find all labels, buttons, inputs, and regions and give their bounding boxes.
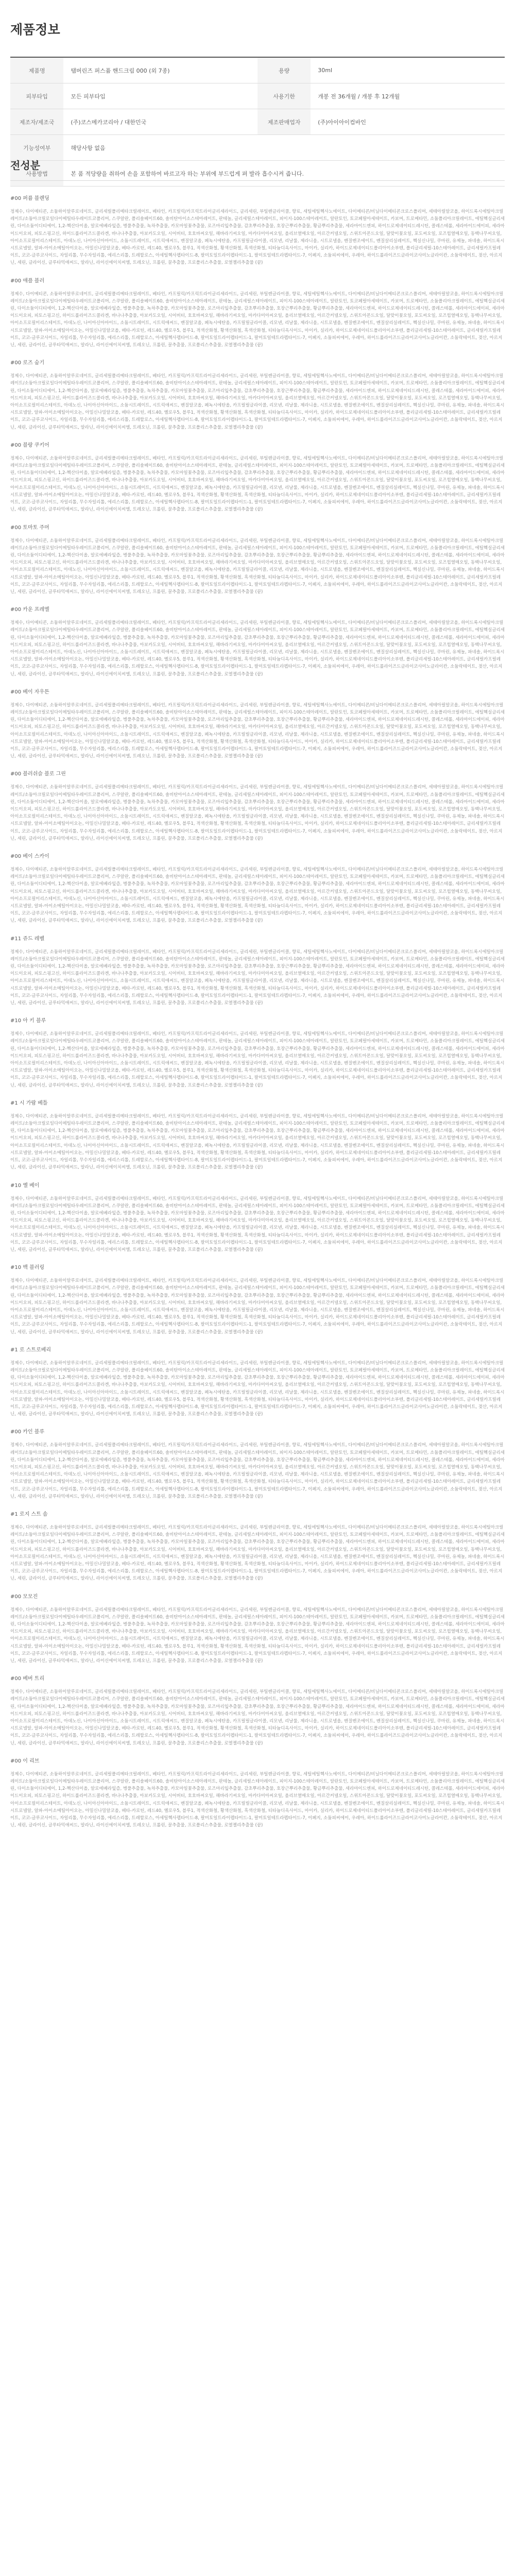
info-label: 제조판매업자 <box>258 109 311 135</box>
ingredient-text: 정제수, 다이메티콘, 소듐하이알루로네이트, 글리세릴폴리메타크릴레이트, 베타인, 카프릴릭/카프릭트라이글리세라이드, 글리세린, 부틸렌글라이콜, 향료, 세틸에틸헥사노에이트, 다이메티콘/비닐다이메티콘크로스폴리머, 세테아릴알코올, 하이드록시에틸아크릴레이트/소듐아크릴로일다이메틸타우레이트코폴리머, 스쿠알란, 폴리솔베이트60, 솔비탄아이소스테아레이트, 판테놀, 글리세릴스테아레이트, 피이지-100스테아레이트, 알란토인, 토코페릴아세테이트, 카보머, 트로메타민, 소듐폴리아크릴레이트, 에틸헥실글리세린, 다이소듐이디티에이, 1,2-헥산다이올, 알로에베라잎즙, 병풀추출물, 녹차추출물, 카모마일꽃추출물, 로즈마리잎추출물, 감초뿌리추출물, 호장근뿌리추출물, 황금뿌리추출물, 세라마이드엔피, 하이드로제네이티드레시틴, 콜레스테롤, 세라마이드에이피, 세라마이드이오피, 피토스핑고신, 하이드롤라이즈드콜라겐, 바나나추출물, 아보카도오일, 시어버터, 호호바씨오일, 해바라기씨오일, 마카다미아씨오일, 올리브열매오일, 아르간커넬오일, 스위트아몬드오일, 달맞이꽃오일, 포도씨오일, 로즈힙열매오일, 동백나무씨오일, 아이소프로필미리스테이트, 아데노신, 나이아신아마이드, 소듐시트레이트, 시트릭애씨드, 벤질알코올, 페녹시에탄올, 카프릴릴글라이콜, 리모넨, 리날룰, 제라니올, 시트로넬올, 벤질벤조에이트, 벤질살리실레이트, 헥실신나밀, 쿠마린, 유제놀, 파네솔, 하이드록시시트로넬알, 알파-아이소메틸아이오논, 아밀신나밀알코올, 베타-카로틴, 레드40, 옐로우5, 블루1, 적색산화철, 황색산화철, 흑색산화철, 티타늄디옥사이드, 마이카, 실리카, 하이드로제네이티드폴리아이소부텐, 폴리글리세릴-10스테아레이트, 글리세릴카프릴레이트, 코코-글루코사이드, 자일리톨, 무수자일리톨, 에리스리톨, 트레할로스, 아세틸헥사펩타이드-8, 팔미토일트라이펩타이드-1, 팔미토일테트라펩타이드-7, 이페지, 소듐피씨에이, 우레아, 하이드롤라이즈드글라이코사미노글라이칸, 소듐락테이트, 젖산, 아르지닌, 세린, 글라이신, 글루타믹애씨드, 알라닌, 라이신에이치씨엘, 트레오닌, 프롤린, 꿀추출물, 프로폴리스추출물, 로열젤리추출물 (끝) <box>10 1360 505 1417</box>
ingredient-name: #00 애플 블러 <box>10 278 45 284</box>
ingredient-item <box>10 360 505 431</box>
info-value: 30ml <box>311 57 505 83</box>
product-info-row <box>10 57 505 83</box>
ingredient-item <box>10 1758 505 1829</box>
ingredient-text: 정제수, 다이메티콘, 소듐하이알루로네이트, 글리세릴폴리메타크릴레이트, 베타인, 카프릴릭/카프릭트라이글리세라이드, 글리세린, 부틸렌글라이콜, 향료, 세틸에틸헥사노에이트, 다이메티콘/비닐다이메티콘크로스폴리머, 세테아릴알코올, 하이드록시에틸아크릴레이트/소듐아크릴로일다이메틸타우레이트코폴리머, 스쿠알란, 폴리솔베이트60, 솔비탄아이소스테아레이트, 판테놀, 글리세릴스테아레이트, 피이지-100스테아레이트, 알란토인, 토코페릴아세테이트, 카보머, 트로메타민, 소듐폴리아크릴레이트, 에틸헥실글리세린, 다이소듐이디티에이, 1,2-헥산다이올, 알로에베라잎즙, 병풀추출물, 녹차추출물, 카모마일꽃추출물, 로즈마리잎추출물, 감초뿌리추출물, 호장근뿌리추출물, 황금뿌리추출물, 세라마이드엔피, 하이드로제네이티드레시틴, 콜레스테롤, 세라마이드에이피, 세라마이드이오피, 피토스핑고신, 하이드롤라이즈드콜라겐, 바나나추출물, 아보카도오일, 시어버터, 호호바씨오일, 해바라기씨오일, 마카다미아씨오일, 올리브열매오일, 아르간커넬오일, 스위트아몬드오일, 달맞이꽃오일, 포도씨오일, 로즈힙열매오일, 동백나무씨오일, 아이소프로필미리스테이트, 아데노신, 나이아신아마이드, 소듐시트레이트, 시트릭애씨드, 벤질알코올, 페녹시에탄올, 카프릴릴글라이콜, 리모넨, 리날룰, 제라니올, 시트로넬올, 벤질벤조에이트, 벤질살리실레이트, 헥실신나밀, 쿠마린, 유제놀, 파네솔, 하이드록시시트로넬알, 알파-아이소메틸아이오논, 아밀신나밀알코올, 베타-카로틴, 레드40, 옐로우5, 블루1, 적색산화철, 황색산화철, 흑색산화철, 티타늄디옥사이드, 마이카, 실리카, 하이드로제네이티드폴리아이소부텐, 폴리글리세릴-10스테아레이트, 글리세릴카프릴레이트, 코코-글루코사이드, 자일리톨, 무수자일리톨, 에리스리톨, 트레할로스, 아세틸헥사펩타이드-8, 팔미토일트라이펩타이드-1, 팔미토일테트라펩타이드-7, 이페지, 소듐피씨에이, 우레아, 하이드롤라이즈드글라이코사미노글라이칸, 소듐락테이트, 젖산, 아르지닌, 세린, 글라이신, 글루타믹애씨드, 알라닌, 라이신에이치씨엘, 트레오닌, 프롤린, 꿀추출물, 프로폴리스추출물, 로열젤리추출물 (끝) <box>10 1196 505 1252</box>
ingredient-item <box>10 1429 505 1500</box>
product-info-row <box>10 109 505 135</box>
info-label: 제조자/제조국 <box>10 109 63 135</box>
ingredient-name: #00 토마토 주머 <box>10 524 49 531</box>
ingredient-item <box>10 442 505 514</box>
ingredient-item <box>10 1675 505 1747</box>
ingredient-text: 정제수, 다이메티콘, 소듐하이알루로네이트, 글리세릴폴리메타크릴레이트, 베타인, 카프릴릭/카프릭트라이글리세라이드, 글리세린, 부틸렌글라이콜, 향료, 세틸에틸헥사노에이트, 다이메티콘/비닐다이메티콘크로스폴리머, 세테아릴알코올, 하이드록시에틸아크릴레이트/소듐아크릴로일다이메틸타우레이트코폴리머, 스쿠알란, 폴리솔베이트60, 솔비탄아이소스테아레이트, 판테놀, 글리세릴스테아레이트, 피이지-100스테아레이트, 알란토인, 토코페릴아세테이트, 카보머, 트로메타민, 소듐폴리아크릴레이트, 에틸헥실글리세린, 다이소듐이디티에이, 1,2-헥산다이올, 알로에베라잎즙, 병풀추출물, 녹차추출물, 카모마일꽃추출물, 로즈마리잎추출물, 감초뿌리추출물, 호장근뿌리추출물, 황금뿌리추출물, 세라마이드엔피, 하이드로제네이티드레시틴, 콜레스테롤, 세라마이드에이피, 세라마이드이오피, 피토스핑고신, 하이드롤라이즈드콜라겐, 바나나추출물, 아보카도오일, 시어버터, 호호바씨오일, 해바라기씨오일, 마카다미아씨오일, 올리브열매오일, 아르간커넬오일, 스위트아몬드오일, 달맞이꽃오일, 포도씨오일, 로즈힙열매오일, 동백나무씨오일, 아이소프로필미리스테이트, 아데노신, 나이아신아마이드, 소듐시트레이트, 시트릭애씨드, 벤질알코올, 페녹시에탄올, 카프릴릴글라이콜, 리모넨, 리날룰, 제라니올, 시트로넬올, 벤질벤조에이트, 벤질살리실레이트, 헥실신나밀, 쿠마린, 유제놀, 파네솔, 하이드록시시트로넬알, 알파-아이소메틸아이오논, 아밀신나밀알코올, 베타-카로틴, 레드40, 옐로우5, 블루1, 적색산화철, 황색산화철, 흑색산화철, 티타늄디옥사이드, 마이카, 실리카, 하이드로제네이티드폴리아이소부텐, 폴리글리세릴-10스테아레이트, 글리세릴카프릴레이트, 코코-글루코사이드, 자일리톨, 무수자일리톨, 에리스리톨, 트레할로스, 아세틸헥사펩타이드-8, 팔미토일트라이펩타이드-1, 팔미토일테트라펩타이드-7, 이페지, 소듐피씨에이, 우레아, 하이드롤라이즈드글라이코사미노글라이칸, 소듐락테이트, 젖산, 아르지닌, 세린, 글라이신, 글루타믹애씨드, 알라닌, 라이신에이치씨엘, 트레오닌, 프롤린, 꿀추출물, 프로폴리스추출물, 로열젤리추출물 (끝) <box>10 209 505 266</box>
info-label: 피부타입 <box>10 83 63 109</box>
info-value: (주)코스메카코리아 / 대한민국 <box>63 109 258 135</box>
ingredient-text: 정제수, 다이메티콘, 소듐하이알루로네이트, 글리세릴폴리메타크릴레이트, 베타인, 카프릴릭/카프릭트라이글리세라이드, 글리세린, 부틸렌글라이콜, 향료, 세틸에틸헥사노에이트, 다이메티콘/비닐다이메티콘크로스폴리머, 세테아릴알코올, 하이드록시에틸아크릴레이트/소듐아크릴로일다이메틸타우레이트코폴리머, 스쿠알란, 폴리솔베이트60, 솔비탄아이소스테아레이트, 판테놀, 글리세릴스테아레이트, 피이지-100스테아레이트, 알란토인, 토코페릴아세테이트, 카보머, 트로메타민, 소듐폴리아크릴레이트, 에틸헥실글리세린, 다이소듐이디티에이, 1,2-헥산다이올, 알로에베라잎즙, 병풀추출물, 녹차추출물, 카모마일꽃추출물, 로즈마리잎추출물, 감초뿌리추출물, 호장근뿌리추출물, 황금뿌리추출물, 세라마이드엔피, 하이드로제네이티드레시틴, 콜레스테롤, 세라마이드에이피, 세라마이드이오피, 피토스핑고신, 하이드롤라이즈드콜라겐, 바나나추출물, 아보카도오일, 시어버터, 호호바씨오일, 해바라기씨오일, 마카다미아씨오일, 올리브열매오일, 아르간커넬오일, 스위트아몬드오일, 달맞이꽃오일, 포도씨오일, 로즈힙열매오일, 동백나무씨오일, 아이소프로필미리스테이트, 아데노신, 나이아신아마이드, 소듐시트레이트, 시트릭애씨드, 벤질알코올, 페녹시에탄올, 카프릴릴글라이콜, 리모넨, 리날룰, 제라니올, 시트로넬올, 벤질벤조에이트, 벤질살리실레이트, 헥실신나밀, 쿠마린, 유제놀, 파네솔, 하이드록시시트로넬알, 알파-아이소메틸아이오논, 아밀신나밀알코올, 베타-카로틴, 레드40, 옐로우5, 블루1, 적색산화철, 황색산화철, 흑색산화철, 티타늄디옥사이드, 마이카, 실리카, 하이드로제네이티드폴리아이소부텐, 폴리글리세릴-10스테아레이트, 글리세릴카프릴레이트, 코코-글루코사이드, 자일리톨, 무수자일리톨, 에리스리톨, 트레할로스, 아세틸헥사펩타이드-8, 팔미토일트라이펩타이드-1, 팔미토일테트라펩타이드-7, 이페지, 소듐피씨에이, 우레아, 하이드롤라이즈드글라이코사미노글라이칸, 소듐락테이트, 젖산, 아르지닌, 세린, 글라이신, 글루타믹애씨드, 알라닌, 라이신에이치씨엘, 트레오닌, 프롤린, 꿀추출물, 프로폴리스추출물, 로열젤리추출물 (끝) <box>10 949 505 1006</box>
ingredient-text: 정제수, 다이메티콘, 소듐하이알루로네이트, 글리세릴폴리메타크릴레이트, 베타인, 카프릴릭/카프릭트라이글리세라이드, 글리세린, 부틸렌글라이콜, 향료, 세틸에틸헥사노에이트, 다이메티콘/비닐다이메티콘크로스폴리머, 세테아릴알코올, 하이드록시에틸아크릴레이트/소듐아크릴로일다이메틸타우레이트코폴리머, 스쿠알란, 폴리솔베이트60, 솔비탄아이소스테아레이트, 판테놀, 글리세릴스테아레이트, 피이지-100스테아레이트, 알란토인, 토코페릴아세테이트, 카보머, 트로메타민, 소듐폴리아크릴레이트, 에틸헥실글리세린, 다이소듐이디티에이, 1,2-헥산다이올, 알로에베라잎즙, 병풀추출물, 녹차추출물, 카모마일꽃추출물, 로즈마리잎추출물, 감초뿌리추출물, 호장근뿌리추출물, 황금뿌리추출물, 세라마이드엔피, 하이드로제네이티드레시틴, 콜레스테롤, 세라마이드에이피, 세라마이드이오피, 피토스핑고신, 하이드롤라이즈드콜라겐, 바나나추출물, 아보카도오일, 시어버터, 호호바씨오일, 해바라기씨오일, 마카다미아씨오일, 올리브열매오일, 아르간커넬오일, 스위트아몬드오일, 달맞이꽃오일, 포도씨오일, 로즈힙열매오일, 동백나무씨오일, 아이소프로필미리스테이트, 아데노신, 나이아신아마이드, 소듐시트레이트, 시트릭애씨드, 벤질알코올, 페녹시에탄올, 카프릴릴글라이콜, 리모넨, 리날룰, 제라니올, 시트로넬올, 벤질벤조에이트, 벤질살리실레이트, 헥실신나밀, 쿠마린, 유제놀, 파네솔, 하이드록시시트로넬알, 알파-아이소메틸아이오논, 아밀신나밀알코올, 베타-카로틴, 레드40, 옐로우5, 블루1, 적색산화철, 황색산화철, 흑색산화철, 티타늄디옥사이드, 마이카, 실리카, 하이드로제네이티드폴리아이소부텐, 폴리글리세릴-10스테아레이트, 글리세릴카프릴레이트, 코코-글루코사이드, 자일리톨, 무수자일리톨, 에리스리톨, 트레할로스, 아세틸헥사펩타이드-8, 팔미토일트라이펩타이드-1, 팔미토일테트라펩타이드-7, 이페지, 소듐피씨에이, 우레아, 하이드롤라이즈드글라이코사미노글라이칸, 소듐락테이트, 젖산, 아르지닌, 세린, 글라이신, 글루타믹애씨드, 알라닌, 라이신에이치씨엘, 트레오닌, 프롤린, 꿀추출물, 프로폴리스추출물, 로열젤리추출물 (끝) <box>10 1689 505 1746</box>
ingredients-list <box>10 195 505 1829</box>
ingredient-text: 정제수, 다이메티콘, 소듐하이알루로네이트, 글리세릴폴리메타크릴레이트, 베타인, 카프릴릭/카프릭트라이글리세라이드, 글리세린, 부틸렌글라이콜, 향료, 세틸에틸헥사노에이트, 다이메티콘/비닐다이메티콘크로스폴리머, 세테아릴알코올, 하이드록시에틸아크릴레이트/소듐아크릴로일다이메틸타우레이트코폴리머, 스쿠알란, 폴리솔베이트60, 솔비탄아이소스테아레이트, 판테놀, 글리세릴스테아레이트, 피이지-100스테아레이트, 알란토인, 토코페릴아세테이트, 카보머, 트로메타민, 소듐폴리아크릴레이트, 에틸헥실글리세린, 다이소듐이디티에이, 1,2-헥산다이올, 알로에베라잎즙, 병풀추출물, 녹차추출물, 카모마일꽃추출물, 로즈마리잎추출물, 감초뿌리추출물, 호장근뿌리추출물, 황금뿌리추출물, 세라마이드엔피, 하이드로제네이티드레시틴, 콜레스테롤, 세라마이드에이피, 세라마이드이오피, 피토스핑고신, 하이드롤라이즈드콜라겐, 바나나추출물, 아보카도오일, 시어버터, 호호바씨오일, 해바라기씨오일, 마카다미아씨오일, 올리브열매오일, 아르간커넬오일, 스위트아몬드오일, 달맞이꽃오일, 포도씨오일, 로즈힙열매오일, 동백나무씨오일, 아이소프로필미리스테이트, 아데노신, 나이아신아마이드, 소듐시트레이트, 시트릭애씨드, 벤질알코올, 페녹시에탄올, 카프릴릴글라이콜, 리모넨, 리날룰, 제라니올, 시트로넬올, 벤질벤조에이트, 벤질살리실레이트, 헥실신나밀, 쿠마린, 유제놀, 파네솔, 하이드록시시트로넬알, 알파-아이소메틸아이오논, 아밀신나밀알코올, 베타-카로틴, 레드40, 옐로우5, 블루1, 적색산화철, 황색산화철, 흑색산화철, 티타늄디옥사이드, 마이카, 실리카, 하이드로제네이티드폴리아이소부텐, 폴리글리세릴-10스테아레이트, 글리세릴카프릴레이트, 코코-글루코사이드, 자일리톨, 무수자일리톨, 에리스리톨, 트레할로스, 아세틸헥사펩타이드-8, 팔미토일트라이펩타이드-1, 팔미토일테트라펩타이드-7, 이페지, 소듐피씨에이, 우레아, 하이드롤라이즈드글라이코사미노글라이칸, 소듐락테이트, 젖산, 아르지닌, 세린, 글라이신, 글루타믹애씨드, 알라닌, 라이신에이치씨엘, 트레오닌, 프롤린, 꿀추출물, 프로폴리스추출물, 로열젤리추출물 (끝) <box>10 702 505 759</box>
ingredient-item <box>10 853 505 925</box>
ingredient-item <box>10 195 505 267</box>
ingredient-name: #10 백 블러링 <box>10 1265 45 1271</box>
info-value: 탬버린즈 퍼스퓸 핸드크림 000 (외 7종) <box>63 57 258 83</box>
ingredient-item <box>10 1018 505 1089</box>
ingredient-item <box>10 936 505 1007</box>
ingredient-name: #10 옐 베이 <box>10 1182 40 1189</box>
info-label: 사용기한 <box>258 83 311 109</box>
ingredient-name: #00 카운 프레멜 <box>10 607 49 613</box>
ingredient-name: #1 로지 스트 솜 <box>10 1512 48 1517</box>
ingredient-name: #00 모모진 <box>10 1594 38 1600</box>
ingredient-text: 정제수, 다이메티콘, 소듐하이알루로네이트, 글리세릴폴리메타크릴레이트, 베타인, 카프릴릭/카프릭트라이글리세라이드, 글리세린, 부틸렌글라이콜, 향료, 세틸에틸헥사노에이트, 다이메티콘/비닐다이메티콘크로스폴리머, 세테아릴알코올, 하이드록시에틸아크릴레이트/소듐아크릴로일다이메틸타우레이트코폴리머, 스쿠알란, 폴리솔베이트60, 솔비탄아이소스테아레이트, 판테놀, 글리세릴스테아레이트, 피이지-100스테아레이트, 알란토인, 토코페릴아세테이트, 카보머, 트로메타민, 소듐폴리아크릴레이트, 에틸헥실글리세린, 다이소듐이디티에이, 1,2-헥산다이올, 알로에베라잎즙, 병풀추출물, 녹차추출물, 카모마일꽃추출물, 로즈마리잎추출물, 감초뿌리추출물, 호장근뿌리추출물, 황금뿌리추출물, 세라마이드엔피, 하이드로제네이티드레시틴, 콜레스테롤, 세라마이드에이피, 세라마이드이오피, 피토스핑고신, 하이드롤라이즈드콜라겐, 바나나추출물, 아보카도오일, 시어버터, 호호바씨오일, 해바라기씨오일, 마카다미아씨오일, 올리브열매오일, 아르간커넬오일, 스위트아몬드오일, 달맞이꽃오일, 포도씨오일, 로즈힙열매오일, 동백나무씨오일, 아이소프로필미리스테이트, 아데노신, 나이아신아마이드, 소듐시트레이트, 시트릭애씨드, 벤질알코올, 페녹시에탄올, 카프릴릴글라이콜, 리모넨, 리날룰, 제라니올, 시트로넬올, 벤질벤조에이트, 벤질살리실레이트, 헥실신나밀, 쿠마린, 유제놀, 파네솔, 하이드록시시트로넬알, 알파-아이소메틸아이오논, 아밀신나밀알코올, 베타-카로틴, 레드40, 옐로우5, 블루1, 적색산화철, 황색산화철, 흑색산화철, 티타늄디옥사이드, 마이카, 실리카, 하이드로제네이티드폴리아이소부텐, 폴리글리세릴-10스테아레이트, 글리세릴카프릴레이트, 코코-글루코사이드, 자일리톨, 무수자일리톨, 에리스리톨, 트레할로스, 아세틸헥사펩타이드-8, 팔미토일트라이펩타이드-1, 팔미토일테트라펩타이드-7, 이페지, 소듐피씨에이, 우레아, 하이드롤라이즈드글라이코사미노글라이칸, 소듐락테이트, 젖산, 아르지닌, 세린, 글라이신, 글루타믹애씨드, 알라닌, 라이신에이치씨엘, 트레오닌, 프롤린, 꿀추출물, 프로폴리스추출물, 로열젤리추출물 (끝) <box>10 1525 505 1582</box>
ingredient-text: 정제수, 다이메티콘, 소듐하이알루로네이트, 글리세릴폴리메타크릴레이트, 베타인, 카프릴릭/카프릭트라이글리세라이드, 글리세린, 부틸렌글라이콜, 향료, 세틸에틸헥사노에이트, 다이메티콘/비닐다이메티콘크로스폴리머, 세테아릴알코올, 하이드록시에틸아크릴레이트/소듐아크릴로일다이메틸타우레이트코폴리머, 스쿠알란, 폴리솔베이트60, 솔비탄아이소스테아레이트, 판테놀, 글리세릴스테아레이트, 피이지-100스테아레이트, 알란토인, 토코페릴아세테이트, 카보머, 트로메타민, 소듐폴리아크릴레이트, 에틸헥실글리세린, 다이소듐이디티에이, 1,2-헥산다이올, 알로에베라잎즙, 병풀추출물, 녹차추출물, 카모마일꽃추출물, 로즈마리잎추출물, 감초뿌리추출물, 호장근뿌리추출물, 황금뿌리추출물, 세라마이드엔피, 하이드로제네이티드레시틴, 콜레스테롤, 세라마이드에이피, 세라마이드이오피, 피토스핑고신, 하이드롤라이즈드콜라겐, 바나나추출물, 아보카도오일, 시어버터, 호호바씨오일, 해바라기씨오일, 마카다미아씨오일, 올리브열매오일, 아르간커넬오일, 스위트아몬드오일, 달맞이꽃오일, 포도씨오일, 로즈힙열매오일, 동백나무씨오일, 아이소프로필미리스테이트, 아데노신, 나이아신아마이드, 소듐시트레이트, 시트릭애씨드, 벤질알코올, 페녹시에탄올, 카프릴릴글라이콜, 리모넨, 리날룰, 제라니올, 시트로넬올, 벤질벤조에이트, 벤질살리실레이트, 헥실신나밀, 쿠마린, 유제놀, 파네솔, 하이드록시시트로넬알, 알파-아이소메틸아이오논, 아밀신나밀알코올, 베타-카로틴, 레드40, 옐로우5, 블루1, 적색산화철, 황색산화철, 흑색산화철, 티타늄디옥사이드, 마이카, 실리카, 하이드로제네이티드폴리아이소부텐, 폴리글리세릴-10스테아레이트, 글리세릴카프릴레이트, 코코-글루코사이드, 자일리톨, 무수자일리톨, 에리스리톨, 트레할로스, 아세틸헥사펩타이드-8, 팔미토일트라이펩타이드-1, 팔미토일테트라펩타이드-7, 이페지, 소듐피씨에이, 우레아, 하이드롤라이즈드글라이코사미노글라이칸, 소듐락테이트, 젖산, 아르지닌, 세린, 글라이신, 글루타믹애씨드, 알라닌, 라이신에이치씨엘, 트레오닌, 프롤린, 꿀추출물, 프로폴리스추출물, 로열젤리추출물 (끝) <box>10 538 505 595</box>
info-value: 모든 피부타입 <box>63 83 258 109</box>
ingredient-name: #00 이 리브 <box>10 1758 40 1764</box>
ingredient-text: 정제수, 다이메티콘, 소듐하이알루로네이트, 글리세릴폴리메타크릴레이트, 베타인, 카프릴릭/카프릭트라이글리세라이드, 글리세린, 부틸렌글라이콜, 향료, 세틸에틸헥사노에이트, 다이메티콘/비닐다이메티콘크로스폴리머, 세테아릴알코올, 하이드록시에틸아크릴레이트/소듐아크릴로일다이메틸타우레이트코폴리머, 스쿠알란, 폴리솔베이트60, 솔비탄아이소스테아레이트, 판테놀, 글리세릴스테아레이트, 피이지-100스테아레이트, 알란토인, 토코페릴아세테이트, 카보머, 트로메타민, 소듐폴리아크릴레이트, 에틸헥실글리세린, 다이소듐이디티에이, 1,2-헥산다이올, 알로에베라잎즙, 병풀추출물, 녹차추출물, 카모마일꽃추출물, 로즈마리잎추출물, 감초뿌리추출물, 호장근뿌리추출물, 황금뿌리추출물, 세라마이드엔피, 하이드로제네이티드레시틴, 콜레스테롤, 세라마이드에이피, 세라마이드이오피, 피토스핑고신, 하이드롤라이즈드콜라겐, 바나나추출물, 아보카도오일, 시어버터, 호호바씨오일, 해바라기씨오일, 마카다미아씨오일, 올리브열매오일, 아르간커넬오일, 스위트아몬드오일, 달맞이꽃오일, 포도씨오일, 로즈힙열매오일, 동백나무씨오일, 아이소프로필미리스테이트, 아데노신, 나이아신아마이드, 소듐시트레이트, 시트릭애씨드, 벤질알코올, 페녹시에탄올, 카프릴릴글라이콜, 리모넨, 리날룰, 제라니올, 시트로넬올, 벤질벤조에이트, 벤질살리실레이트, 헥실신나밀, 쿠마린, 유제놀, 파네솔, 하이드록시시트로넬알, 알파-아이소메틸아이오논, 아밀신나밀알코올, 베타-카로틴, 레드40, 옐로우5, 블루1, 적색산화철, 황색산화철, 흑색산화철, 티타늄디옥사이드, 마이카, 실리카, 하이드로제네이티드폴리아이소부텐, 폴리글리세릴-10스테아레이트, 글리세릴카프릴레이트, 코코-글루코사이드, 자일리톨, 무수자일리톨, 에리스리톨, 트레할로스, 아세틸헥사펩타이드-8, 팔미토일트라이펩타이드-1, 팔미토일테트라펩타이드-7, 이페지, 소듐피씨에이, 우레아, 하이드롤라이즈드글라이코사미노글라이칸, 소듐락테이트, 젖산, 아르지닌, 세린, 글라이신, 글루타믹애씨드, 알라닌, 라이신에이치씨엘, 트레오닌, 프롤린, 꿀추출물, 프로폴리스추출물, 로열젤리추출물 (끝) <box>10 1113 505 1171</box>
info-label: 용량 <box>258 57 311 83</box>
ingredient-text: 정제수, 다이메티콘, 소듐하이알루로네이트, 글리세릴폴리메타크릴레이트, 베타인, 카프릴릭/카프릭트라이글리세라이드, 글리세린, 부틸렌글라이콜, 향료, 세틸에틸헥사노에이트, 다이메티콘/비닐다이메티콘크로스폴리머, 세테아릴알코올, 하이드록시에틸아크릴레이트/소듐아크릴로일다이메틸타우레이트코폴리머, 스쿠알란, 폴리솔베이트60, 솔비탄아이소스테아레이트, 판테놀, 글리세릴스테아레이트, 피이지-100스테아레이트, 알란토인, 토코페릴아세테이트, 카보머, 트로메타민, 소듐폴리아크릴레이트, 에틸헥실글리세린, 다이소듐이디티에이, 1,2-헥산다이올, 알로에베라잎즙, 병풀추출물, 녹차추출물, 카모마일꽃추출물, 로즈마리잎추출물, 감초뿌리추출물, 호장근뿌리추출물, 황금뿌리추출물, 세라마이드엔피, 하이드로제네이티드레시틴, 콜레스테롤, 세라마이드에이피, 세라마이드이오피, 피토스핑고신, 하이드롤라이즈드콜라겐, 바나나추출물, 아보카도오일, 시어버터, 호호바씨오일, 해바라기씨오일, 마카다미아씨오일, 올리브열매오일, 아르간커넬오일, 스위트아몬드오일, 달맞이꽃오일, 포도씨오일, 로즈힙열매오일, 동백나무씨오일, 아이소프로필미리스테이트, 아데노신, 나이아신아마이드, 소듐시트레이트, 시트릭애씨드, 벤질알코올, 페녹시에탄올, 카프릴릴글라이콜, 리모넨, 리날룰, 제라니올, 시트로넬올, 벤질벤조에이트, 벤질살리실레이트, 헥실신나밀, 쿠마린, 유제놀, 파네솔, 하이드록시시트로넬알, 알파-아이소메틸아이오논, 아밀신나밀알코올, 베타-카로틴, 레드40, 옐로우5, 블루1, 적색산화철, 황색산화철, 흑색산화철, 티타늄디옥사이드, 마이카, 실리카, 하이드로제네이티드폴리아이소부텐, 폴리글리세릴-10스테아레이트, 글리세릴카프릴레이트, 코코-글루코사이드, 자일리톨, 무수자일리톨, 에리스리톨, 트레할로스, 아세틸헥사펩타이드-8, 팔미토일트라이펩타이드-1, 팔미토일테트라펩타이드-7, 이페지, 소듐피씨에이, 우레아, 하이드롤라이즈드글라이코사미노글라이칸, 소듐락테이트, 젖산, 아르지닌, 세린, 글라이신, 글루타믹애씨드, 알라닌, 라이신에이치씨엘, 트레오닌, 프롤린, 꿀추출물, 프로폴리스추출물, 로열젤리추출물 (끝) <box>10 620 505 677</box>
product-info-row <box>10 83 505 109</box>
product-info-title: 제품정보 <box>10 22 60 37</box>
ingredient-name: #10 아 키 블루 <box>10 1018 46 1024</box>
product-info-row <box>10 135 505 161</box>
ingredient-item <box>10 606 505 678</box>
ingredient-item <box>10 524 505 596</box>
ingredient-name: #00 퍼퓸 블렌딩 <box>10 196 49 201</box>
ingredient-name: #1 로 스트로베리 <box>10 1347 52 1353</box>
ingredient-item <box>10 1347 505 1418</box>
ingredient-text: 정제수, 다이메티콘, 소듐하이알루로네이트, 글리세릴폴리메타크릴레이트, 베타인, 카프릴릭/카프릭트라이글리세라이드, 글리세린, 부틸렌글라이콜, 향료, 세틸에틸헥사노에이트, 다이메티콘/비닐다이메티콘크로스폴리머, 세테아릴알코올, 하이드록시에틸아크릴레이트/소듐아크릴로일다이메틸타우레이트코폴리머, 스쿠알란, 폴리솔베이트60, 솔비탄아이소스테아레이트, 판테놀, 글리세릴스테아레이트, 피이지-100스테아레이트, 알란토인, 토코페릴아세테이트, 카보머, 트로메타민, 소듐폴리아크릴레이트, 에틸헥실글리세린, 다이소듐이디티에이, 1,2-헥산다이올, 알로에베라잎즙, 병풀추출물, 녹차추출물, 카모마일꽃추출물, 로즈마리잎추출물, 감초뿌리추출물, 호장근뿌리추출물, 황금뿌리추출물, 세라마이드엔피, 하이드로제네이티드레시틴, 콜레스테롤, 세라마이드에이피, 세라마이드이오피, 피토스핑고신, 하이드롤라이즈드콜라겐, 바나나추출물, 아보카도오일, 시어버터, 호호바씨오일, 해바라기씨오일, 마카다미아씨오일, 올리브열매오일, 아르간커넬오일, 스위트아몬드오일, 달맞이꽃오일, 포도씨오일, 로즈힙열매오일, 동백나무씨오일, 아이소프로필미리스테이트, 아데노신, 나이아신아마이드, 소듐시트레이트, 시트릭애씨드, 벤질알코올, 페녹시에탄올, 카프릴릴글라이콜, 리모넨, 리날룰, 제라니올, 시트로넬올, 벤질벤조에이트, 벤질살리실레이트, 헥실신나밀, 쿠마린, 유제놀, 파네솔, 하이드록시시트로넬알, 알파-아이소메틸아이오논, 아밀신나밀알코올, 베타-카로틴, 레드40, 옐로우5, 블루1, 적색산화철, 황색산화철, 흑색산화철, 티타늄디옥사이드, 마이카, 실리카, 하이드로제네이티드폴리아이소부텐, 폴리글리세릴-10스테아레이트, 글리세릴카프릴레이트, 코코-글루코사이드, 자일리톨, 무수자일리톨, 에리스리톨, 트레할로스, 아세틸헥사펩타이드-8, 팔미토일트라이펩타이드-1, 팔미토일테트라펩타이드-7, 이페지, 소듐피씨에이, 우레아, 하이드롤라이즈드글라이코사미노글라이칸, 소듐락테이트, 젖산, 아르지닌, 세린, 글라이신, 글루타믹애씨드, 알라닌, 라이신에이치씨엘, 트레오닌, 프롤린, 꿀추출물, 프로폴리스추출물, 로열젤리추출물 (끝) <box>10 455 505 513</box>
ingredient-text: 정제수, 다이메티콘, 소듐하이알루로네이트, 글리세릴폴리메타크릴레이트, 베타인, 카프릴릭/카프릭트라이글리세라이드, 글리세린, 부틸렌글라이콜, 향료, 세틸에틸헥사노에이트, 다이메티콘/비닐다이메티콘크로스폴리머, 세테아릴알코올, 하이드록시에틸아크릴레이트/소듐아크릴로일다이메틸타우레이트코폴리머, 스쿠알란, 폴리솔베이트60, 솔비탄아이소스테아레이트, 판테놀, 글리세릴스테아레이트, 피이지-100스테아레이트, 알란토인, 토코페릴아세테이트, 카보머, 트로메타민, 소듐폴리아크릴레이트, 에틸헥실글리세린, 다이소듐이디티에이, 1,2-헥산다이올, 알로에베라잎즙, 병풀추출물, 녹차추출물, 카모마일꽃추출물, 로즈마리잎추출물, 감초뿌리추출물, 호장근뿌리추출물, 황금뿌리추출물, 세라마이드엔피, 하이드로제네이티드레시틴, 콜레스테롤, 세라마이드에이피, 세라마이드이오피, 피토스핑고신, 하이드롤라이즈드콜라겐, 바나나추출물, 아보카도오일, 시어버터, 호호바씨오일, 해바라기씨오일, 마카다미아씨오일, 올리브열매오일, 아르간커넬오일, 스위트아몬드오일, 달맞이꽃오일, 포도씨오일, 로즈힙열매오일, 동백나무씨오일, 아이소프로필미리스테이트, 아데노신, 나이아신아마이드, 소듐시트레이트, 시트릭애씨드, 벤질알코올, 페녹시에탄올, 카프릴릴글라이콜, 리모넨, 리날룰, 제라니올, 시트로넬올, 벤질벤조에이트, 벤질살리실레이트, 헥실신나밀, 쿠마린, 유제놀, 파네솔, 하이드록시시트로넬알, 알파-아이소메틸아이오논, 아밀신나밀알코올, 베타-카로틴, 레드40, 옐로우5, 블루1, 적색산화철, 황색산화철, 흑색산화철, 티타늄디옥사이드, 마이카, 실리카, 하이드로제네이티드폴리아이소부텐, 폴리글리세릴-10스테아레이트, 글리세릴카프릴레이트, 코코-글루코사이드, 자일리톨, 무수자일리톨, 에리스리톨, 트레할로스, 아세틸헥사펩타이드-8, 팔미토일트라이펩타이드-1, 팔미토일테트라펩타이드-7, 이페지, 소듐피씨에이, 우레아, 하이드롤라이즈드글라이코사미노글라이칸, 소듐락테이트, 젖산, 아르지닌, 세린, 글라이신, 글루타믹애씨드, 알라닌, 라이신에이치씨엘, 트레오닌, 프롤린, 꿀추출물, 프로폴리스추출물, 로열젤리추출물 (끝) <box>10 785 505 841</box>
ingredient-text: 정제수, 다이메티콘, 소듐하이알루로네이트, 글리세릴폴리메타크릴레이트, 베타인, 카프릴릭/카프릭트라이글리세라이드, 글리세린, 부틸렌글라이콜, 향료, 세틸에틸헥사노에이트, 다이메티콘/비닐다이메티콘크로스폴리머, 세테아릴알코올, 하이드록시에틸아크릴레이트/소듐아크릴로일다이메틸타우레이트코폴리머, 스쿠알란, 폴리솔베이트60, 솔비탄아이소스테아레이트, 판테놀, 글리세릴스테아레이트, 피이지-100스테아레이트, 알란토인, 토코페릴아세테이트, 카보머, 트로메타민, 소듐폴리아크릴레이트, 에틸헥실글리세린, 다이소듐이디티에이, 1,2-헥산다이올, 알로에베라잎즙, 병풀추출물, 녹차추출물, 카모마일꽃추출물, 로즈마리잎추출물, 감초뿌리추출물, 호장근뿌리추출물, 황금뿌리추출물, 세라마이드엔피, 하이드로제네이티드레시틴, 콜레스테롤, 세라마이드에이피, 세라마이드이오피, 피토스핑고신, 하이드롤라이즈드콜라겐, 바나나추출물, 아보카도오일, 시어버터, 호호바씨오일, 해바라기씨오일, 마카다미아씨오일, 올리브열매오일, 아르간커넬오일, 스위트아몬드오일, 달맞이꽃오일, 포도씨오일, 로즈힙열매오일, 동백나무씨오일, 아이소프로필미리스테이트, 아데노신, 나이아신아마이드, 소듐시트레이트, 시트릭애씨드, 벤질알코올, 페녹시에탄올, 카프릴릴글라이콜, 리모넨, 리날룰, 제라니올, 시트로넬올, 벤질벤조에이트, 벤질살리실레이트, 헥실신나밀, 쿠마린, 유제놀, 파네솔, 하이드록시시트로넬알, 알파-아이소메틸아이오논, 아밀신나밀알코올, 베타-카로틴, 레드40, 옐로우5, 블루1, 적색산화철, 황색산화철, 흑색산화철, 티타늄디옥사이드, 마이카, 실리카, 하이드로제네이티드폴리아이소부텐, 폴리글리세릴-10스테아레이트, 글리세릴카프릴레이트, 코코-글루코사이드, 자일리톨, 무수자일리톨, 에리스리톨, 트레할로스, 아세틸헥사펩타이드-8, 팔미토일트라이펩타이드-1, 팔미토일테트라펩타이드-7, 이페지, 소듐피씨에이, 우레아, 하이드롤라이즈드글라이코사미노글라이칸, 소듐락테이트, 젖산, 아르지닌, 세린, 글라이신, 글루타믹애씨드, 알라닌, 라이신에이치씨엘, 트레오닌, 프롤린, 꿀추출물, 프로폴리스추출물, 로열젤리추출물 (끝) <box>10 1278 505 1335</box>
ingredient-name: #00 블러쉬슬 블로 그린 <box>10 771 66 777</box>
ingredient-item <box>10 278 505 349</box>
ingredients-section <box>10 157 505 1840</box>
ingredient-item <box>10 1100 505 1172</box>
info-label: 사용방법 <box>10 161 63 187</box>
info-value: 개봉 전 36개월 / 개봉 후 12개월 <box>311 83 505 109</box>
ingredient-text: 정제수, 다이메티콘, 소듐하이알루로네이트, 글리세릴폴리메타크릴레이트, 베타인, 카프릴릭/카프릭트라이글리세라이드, 글리세린, 부틸렌글라이콜, 향료, 세틸에틸헥사노에이트, 다이메티콘/비닐다이메티콘크로스폴리머, 세테아릴알코올, 하이드록시에틸아크릴레이트/소듐아크릴로일다이메틸타우레이트코폴리머, 스쿠알란, 폴리솔베이트60, 솔비탄아이소스테아레이트, 판테놀, 글리세릴스테아레이트, 피이지-100스테아레이트, 알란토인, 토코페릴아세테이트, 카보머, 트로메타민, 소듐폴리아크릴레이트, 에틸헥실글리세린, 다이소듐이디티에이, 1,2-헥산다이올, 알로에베라잎즙, 병풀추출물, 녹차추출물, 카모마일꽃추출물, 로즈마리잎추출물, 감초뿌리추출물, 호장근뿌리추출물, 황금뿌리추출물, 세라마이드엔피, 하이드로제네이티드레시틴, 콜레스테롤, 세라마이드에이피, 세라마이드이오피, 피토스핑고신, 하이드롤라이즈드콜라겐, 바나나추출물, 아보카도오일, 시어버터, 호호바씨오일, 해바라기씨오일, 마카다미아씨오일, 올리브열매오일, 아르간커넬오일, 스위트아몬드오일, 달맞이꽃오일, 포도씨오일, 로즈힙열매오일, 동백나무씨오일, 아이소프로필미리스테이트, 아데노신, 나이아신아마이드, 소듐시트레이트, 시트릭애씨드, 벤질알코올, 페녹시에탄올, 카프릴릴글라이콜, 리모넨, 리날룰, 제라니올, 시트로넬올, 벤질벤조에이트, 벤질살리실레이트, 헥실신나밀, 쿠마린, 유제놀, 파네솔, 하이드록시시트로넬알, 알파-아이소메틸아이오논, 아밀신나밀알코올, 베타-카로틴, 레드40, 옐로우5, 블루1, 적색산화철, 황색산화철, 흑색산화철, 티타늄디옥사이드, 마이카, 실리카, 하이드로제네이티드폴리아이소부텐, 폴리글리세릴-10스테아레이트, 글리세릴카프릴레이트, 코코-글루코사이드, 자일리톨, 무수자일리톨, 에리스리톨, 트레할로스, 아세틸헥사펩타이드-8, 팔미토일트라이펩타이드-1, 팔미토일테트라펩타이드-7, 이페지, 소듐피씨에이, 우레아, 하이드롤라이즈드글라이코사미노글라이칸, 소듐락테이트, 젖산, 아르지닌, 세린, 글라이신, 글루타믹애씨드, 알라닌, 라이신에이치씨엘, 트레오닌, 프롤린, 꿀추출물, 프로폴리스추출물, 로열젤리추출물 (끝) <box>10 291 505 348</box>
ingredients-divider <box>10 180 505 181</box>
ingredient-item <box>10 1182 505 1254</box>
ingredient-item <box>10 1594 505 1665</box>
ingredient-item <box>10 771 505 842</box>
ingredient-text: 정제수, 다이메티콘, 소듐하이알루로네이트, 글리세릴폴리메타크릴레이트, 베타인, 카프릴릭/카프릭트라이글리세라이드, 글리세린, 부틸렌글라이콜, 향료, 세틸에틸헥사노에이트, 다이메티콘/비닐다이메티콘크로스폴리머, 세테아릴알코올, 하이드록시에틸아크릴레이트/소듐아크릴로일다이메틸타우레이트코폴리머, 스쿠알란, 폴리솔베이트60, 솔비탄아이소스테아레이트, 판테놀, 글리세릴스테아레이트, 피이지-100스테아레이트, 알란토인, 토코페릴아세테이트, 카보머, 트로메타민, 소듐폴리아크릴레이트, 에틸헥실글리세린, 다이소듐이디티에이, 1,2-헥산다이올, 알로에베라잎즙, 병풀추출물, 녹차추출물, 카모마일꽃추출물, 로즈마리잎추출물, 감초뿌리추출물, 호장근뿌리추출물, 황금뿌리추출물, 세라마이드엔피, 하이드로제네이티드레시틴, 콜레스테롤, 세라마이드에이피, 세라마이드이오피, 피토스핑고신, 하이드롤라이즈드콜라겐, 바나나추출물, 아보카도오일, 시어버터, 호호바씨오일, 해바라기씨오일, 마카다미아씨오일, 올리브열매오일, 아르간커넬오일, 스위트아몬드오일, 달맞이꽃오일, 포도씨오일, 로즈힙열매오일, 동백나무씨오일, 아이소프로필미리스테이트, 아데노신, 나이아신아마이드, 소듐시트레이트, 시트릭애씨드, 벤질알코올, 페녹시에탄올, 카프릴릴글라이콜, 리모넨, 리날룰, 제라니올, 시트로넬올, 벤질벤조에이트, 벤질살리실레이트, 헥실신나밀, 쿠마린, 유제놀, 파네솔, 하이드록시시트로넬알, 알파-아이소메틸아이오논, 아밀신나밀알코올, 베타-카로틴, 레드40, 옐로우5, 블루1, 적색산화철, 황색산화철, 흑색산화철, 티타늄디옥사이드, 마이카, 실리카, 하이드로제네이티드폴리아이소부텐, 폴리글리세릴-10스테아레이트, 글리세릴카프릴레이트, 코코-글루코사이드, 자일리톨, 무수자일리톨, 에리스리톨, 트레할로스, 아세틸헥사펩타이드-8, 팔미토일트라이펩타이드-1, 팔미토일테트라펩타이드-7, 이페지, 소듐피씨에이, 우레아, 하이드롤라이즈드글라이코사미노글라이칸, 소듐락테이트, 젖산, 아르지닌, 세린, 글라이신, 글루타믹애씨드, 알라닌, 라이신에이치씨엘, 트레오닌, 프롤린, 꿀추출물, 프로폴리스추출물, 로열젤리추출물 (끝) <box>10 1443 505 1499</box>
ingredient-item <box>10 1511 505 1583</box>
info-value: 본 품 적당량을 취하여 손을 포함하여 바르고자 하는 부위에 부드럽게 펴 발라 흡수시켜 줍니다. <box>63 161 505 187</box>
ingredient-item <box>10 1264 505 1336</box>
info-value: 해당사항 없음 <box>63 135 505 161</box>
ingredient-name: #00 베버 트리 <box>10 1676 45 1682</box>
ingredient-name: #00 블랑 쿠키어 <box>10 442 49 448</box>
ingredient-text: 정제수, 다이메티콘, 소듐하이알루로네이트, 글리세릴폴리메타크릴레이트, 베타인, 카프릴릭/카프릭트라이글리세라이드, 글리세린, 부틸렌글라이콜, 향료, 세틸에틸헥사노에이트, 다이메티콘/비닐다이메티콘크로스폴리머, 세테아릴알코올, 하이드록시에틸아크릴레이트/소듐아크릴로일다이메틸타우레이트코폴리머, 스쿠알란, 폴리솔베이트60, 솔비탄아이소스테아레이트, 판테놀, 글리세릴스테아레이트, 피이지-100스테아레이트, 알란토인, 토코페릴아세테이트, 카보머, 트로메타민, 소듐폴리아크릴레이트, 에틸헥실글리세린, 다이소듐이디티에이, 1,2-헥산다이올, 알로에베라잎즙, 병풀추출물, 녹차추출물, 카모마일꽃추출물, 로즈마리잎추출물, 감초뿌리추출물, 호장근뿌리추출물, 황금뿌리추출물, 세라마이드엔피, 하이드로제네이티드레시틴, 콜레스테롤, 세라마이드에이피, 세라마이드이오피, 피토스핑고신, 하이드롤라이즈드콜라겐, 바나나추출물, 아보카도오일, 시어버터, 호호바씨오일, 해바라기씨오일, 마카다미아씨오일, 올리브열매오일, 아르간커넬오일, 스위트아몬드오일, 달맞이꽃오일, 포도씨오일, 로즈힙열매오일, 동백나무씨오일, 아이소프로필미리스테이트, 아데노신, 나이아신아마이드, 소듐시트레이트, 시트릭애씨드, 벤질알코올, 페녹시에탄올, 카프릴릴글라이콜, 리모넨, 리날룰, 제라니올, 시트로넬올, 벤질벤조에이트, 벤질살리실레이트, 헥실신나밀, 쿠마린, 유제놀, 파네솔, 하이드록시시트로넬알, 알파-아이소메틸아이오논, 아밀신나밀알코올, 베타-카로틴, 레드40, 옐로우5, 블루1, 적색산화철, 황색산화철, 흑색산화철, 티타늄디옥사이드, 마이카, 실리카, 하이드로제네이티드폴리아이소부텐, 폴리글리세릴-10스테아레이트, 글리세릴카프릴레이트, 코코-글루코사이드, 자일리톨, 무수자일리톨, 에리스리톨, 트레할로스, 아세틸헥사펩타이드-8, 팔미토일트라이펩타이드-1, 팔미토일테트라펩타이드-7, 이페지, 소듐피씨에이, 우레아, 하이드롤라이즈드글라이코사미노글라이칸, 소듐락테이트, 젖산, 아르지닌, 세린, 글라이신, 글루타믹애씨드, 알라닌, 라이신에이치씨엘, 트레오닌, 프롤린, 꿀추출물, 프로폴리스추출물, 로열젤리추출물 (끝) <box>10 374 505 430</box>
ingredient-text: 정제수, 다이메티콘, 소듐하이알루로네이트, 글리세릴폴리메타크릴레이트, 베타인, 카프릴릭/카프릭트라이글리세라이드, 글리세린, 부틸렌글라이콜, 향료, 세틸에틸헥사노에이트, 다이메티콘/비닐다이메티콘크로스폴리머, 세테아릴알코올, 하이드록시에틸아크릴레이트/소듐아크릴로일다이메틸타우레이트코폴리머, 스쿠알란, 폴리솔베이트60, 솔비탄아이소스테아레이트, 판테놀, 글리세릴스테아레이트, 피이지-100스테아레이트, 알란토인, 토코페릴아세테이트, 카보머, 트로메타민, 소듐폴리아크릴레이트, 에틸헥실글리세린, 다이소듐이디티에이, 1,2-헥산다이올, 알로에베라잎즙, 병풀추출물, 녹차추출물, 카모마일꽃추출물, 로즈마리잎추출물, 감초뿌리추출물, 호장근뿌리추출물, 황금뿌리추출물, 세라마이드엔피, 하이드로제네이티드레시틴, 콜레스테롤, 세라마이드에이피, 세라마이드이오피, 피토스핑고신, 하이드롤라이즈드콜라겐, 바나나추출물, 아보카도오일, 시어버터, 호호바씨오일, 해바라기씨오일, 마카다미아씨오일, 올리브열매오일, 아르간커넬오일, 스위트아몬드오일, 달맞이꽃오일, 포도씨오일, 로즈힙열매오일, 동백나무씨오일, 아이소프로필미리스테이트, 아데노신, 나이아신아마이드, 소듐시트레이트, 시트릭애씨드, 벤질알코올, 페녹시에탄올, 카프릴릴글라이콜, 리모넨, 리날룰, 제라니올, 시트로넬올, 벤질벤조에이트, 벤질살리실레이트, 헥실신나밀, 쿠마린, 유제놀, 파네솔, 하이드록시시트로넬알, 알파-아이소메틸아이오논, 아밀신나밀알코올, 베타-카로틴, 레드40, 옐로우5, 블루1, 적색산화철, 황색산화철, 흑색산화철, 티타늄디옥사이드, 마이카, 실리카, 하이드로제네이티드폴리아이소부텐, 폴리글리세릴-10스테아레이트, 글리세릴카프릴레이트, 코코-글루코사이드, 자일리톨, 무수자일리톨, 에리스리톨, 트레할로스, 아세틸헥사펩타이드-8, 팔미토일트라이펩타이드-1, 팔미토일테트라펩타이드-7, 이페지, 소듐피씨에이, 우레아, 하이드롤라이즈드글라이코사미노글라이칸, 소듐락테이트, 젖산, 아르지닌, 세린, 글라이신, 글루타믹애씨드, 알라닌, 라이신에이치씨엘, 트레오닌, 프롤린, 꿀추출물, 프로폴리스추출물, 로열젤리추출물 (끝) <box>10 867 505 924</box>
ingredients-title: 전성분 <box>10 159 40 172</box>
ingredient-text: 정제수, 다이메티콘, 소듐하이알루로네이트, 글리세릴폴리메타크릴레이트, 베타인, 카프릴릭/카프릭트라이글리세라이드, 글리세린, 부틸렌글라이콜, 향료, 세틸에틸헥사노에이트, 다이메티콘/비닐다이메티콘크로스폴리머, 세테아릴알코올, 하이드록시에틸아크릴레이트/소듐아크릴로일다이메틸타우레이트코폴리머, 스쿠알란, 폴리솔베이트60, 솔비탄아이소스테아레이트, 판테놀, 글리세릴스테아레이트, 피이지-100스테아레이트, 알란토인, 토코페릴아세테이트, 카보머, 트로메타민, 소듐폴리아크릴레이트, 에틸헥실글리세린, 다이소듐이디티에이, 1,2-헥산다이올, 알로에베라잎즙, 병풀추출물, 녹차추출물, 카모마일꽃추출물, 로즈마리잎추출물, 감초뿌리추출물, 호장근뿌리추출물, 황금뿌리추출물, 세라마이드엔피, 하이드로제네이티드레시틴, 콜레스테롤, 세라마이드에이피, 세라마이드이오피, 피토스핑고신, 하이드롤라이즈드콜라겐, 바나나추출물, 아보카도오일, 시어버터, 호호바씨오일, 해바라기씨오일, 마카다미아씨오일, 올리브열매오일, 아르간커넬오일, 스위트아몬드오일, 달맞이꽃오일, 포도씨오일, 로즈힙열매오일, 동백나무씨오일, 아이소프로필미리스테이트, 아데노신, 나이아신아마이드, 소듐시트레이트, 시트릭애씨드, 벤질알코올, 페녹시에탄올, 카프릴릴글라이콜, 리모넨, 리날룰, 제라니올, 시트로넬올, 벤질벤조에이트, 벤질살리실레이트, 헥실신나밀, 쿠마린, 유제놀, 파네솔, 하이드록시시트로넬알, 알파-아이소메틸아이오논, 아밀신나밀알코올, 베타-카로틴, 레드40, 옐로우5, 블루1, 적색산화철, 황색산화철, 흑색산화철, 티타늄디옥사이드, 마이카, 실리카, 하이드로제네이티드폴리아이소부텐, 폴리글리세릴-10스테아레이트, 글리세릴카프릴레이트, 코코-글루코사이드, 자일리톨, 무수자일리톨, 에리스리톨, 트레할로스, 아세틸헥사펩타이드-8, 팔미토일트라이펩타이드-1, 팔미토일테트라펩타이드-7, 이페지, 소듐피씨에이, 우레아, 하이드롤라이즈드글라이코사미노글라이칸, 소듐락테이트, 젖산, 아르지닌, 세린, 글라이신, 글루타믹애씨드, 알라닌, 라이신에이치씨엘, 트레오닌, 프롤린, 꿀추출물, 프로폴리스추출물, 로열젤리추출물 (끝) <box>10 1771 505 1828</box>
info-label: 제품명 <box>10 57 63 83</box>
ingredient-name: #00 카인 블루 <box>10 1429 45 1435</box>
ingredient-name: #11 쥬드 레벨 <box>10 936 45 942</box>
ingredient-text: 정제수, 다이메티콘, 소듐하이알루로네이트, 글리세릴폴리메타크릴레이트, 베타인, 카프릴릭/카프릭트라이글리세라이드, 글리세린, 부틸렌글라이콜, 향료, 세틸에틸헥사노에이트, 다이메티콘/비닐다이메티콘크로스폴리머, 세테아릴알코올, 하이드록시에틸아크릴레이트/소듐아크릴로일다이메틸타우레이트코폴리머, 스쿠알란, 폴리솔베이트60, 솔비탄아이소스테아레이트, 판테놀, 글리세릴스테아레이트, 피이지-100스테아레이트, 알란토인, 토코페릴아세테이트, 카보머, 트로메타민, 소듐폴리아크릴레이트, 에틸헥실글리세린, 다이소듐이디티에이, 1,2-헥산다이올, 알로에베라잎즙, 병풀추출물, 녹차추출물, 카모마일꽃추출물, 로즈마리잎추출물, 감초뿌리추출물, 호장근뿌리추출물, 황금뿌리추출물, 세라마이드엔피, 하이드로제네이티드레시틴, 콜레스테롤, 세라마이드에이피, 세라마이드이오피, 피토스핑고신, 하이드롤라이즈드콜라겐, 바나나추출물, 아보카도오일, 시어버터, 호호바씨오일, 해바라기씨오일, 마카다미아씨오일, 올리브열매오일, 아르간커넬오일, 스위트아몬드오일, 달맞이꽃오일, 포도씨오일, 로즈힙열매오일, 동백나무씨오일, 아이소프로필미리스테이트, 아데노신, 나이아신아마이드, 소듐시트레이트, 시트릭애씨드, 벤질알코올, 페녹시에탄올, 카프릴릴글라이콜, 리모넨, 리날룰, 제라니올, 시트로넬올, 벤질벤조에이트, 벤질살리실레이트, 헥실신나밀, 쿠마린, 유제놀, 파네솔, 하이드록시시트로넬알, 알파-아이소메틸아이오논, 아밀신나밀알코올, 베타-카로틴, 레드40, 옐로우5, 블루1, 적색산화철, 황색산화철, 흑색산화철, 티타늄디옥사이드, 마이카, 실리카, 하이드로제네이티드폴리아이소부텐, 폴리글리세릴-10스테아레이트, 글리세릴카프릴레이트, 코코-글루코사이드, 자일리톨, 무수자일리톨, 에리스리톨, 트레할로스, 아세틸헥사펩타이드-8, 팔미토일트라이펩타이드-1, 팔미토일테트라펩타이드-7, 이페지, 소듐피씨에이, 우레아, 하이드롤라이즈드글라이코사미노글라이칸, 소듐락테이트, 젖산, 아르지닌, 세린, 글라이신, 글루타믹애씨드, 알라닌, 라이신에이치씨엘, 트레오닌, 프롤린, 꿀추출물, 프로폴리스추출물, 로열젤리추출물 (끝) <box>10 1607 505 1664</box>
ingredient-name: #00 베이 스카이 <box>10 854 49 859</box>
ingredient-name: #1 시 가람 베틀 <box>10 1100 48 1106</box>
ingredient-item <box>10 689 505 760</box>
info-label: 기능성여부 <box>10 135 63 161</box>
info-value: (주)아이아이컴바인 <box>311 109 505 135</box>
ingredient-name: #00 로즈 숨기 <box>10 360 45 366</box>
ingredient-name: #00 베이 자우튼 <box>10 689 49 695</box>
ingredient-text: 정제수, 다이메티콘, 소듐하이알루로네이트, 글리세릴폴리메타크릴레이트, 베타인, 카프릴릭/카프릭트라이글리세라이드, 글리세린, 부틸렌글라이콜, 향료, 세틸에틸헥사노에이트, 다이메티콘/비닐다이메티콘크로스폴리머, 세테아릴알코올, 하이드록시에틸아크릴레이트/소듐아크릴로일다이메틸타우레이트코폴리머, 스쿠알란, 폴리솔베이트60, 솔비탄아이소스테아레이트, 판테놀, 글리세릴스테아레이트, 피이지-100스테아레이트, 알란토인, 토코페릴아세테이트, 카보머, 트로메타민, 소듐폴리아크릴레이트, 에틸헥실글리세린, 다이소듐이디티에이, 1,2-헥산다이올, 알로에베라잎즙, 병풀추출물, 녹차추출물, 카모마일꽃추출물, 로즈마리잎추출물, 감초뿌리추출물, 호장근뿌리추출물, 황금뿌리추출물, 세라마이드엔피, 하이드로제네이티드레시틴, 콜레스테롤, 세라마이드에이피, 세라마이드이오피, 피토스핑고신, 하이드롤라이즈드콜라겐, 바나나추출물, 아보카도오일, 시어버터, 호호바씨오일, 해바라기씨오일, 마카다미아씨오일, 올리브열매오일, 아르간커넬오일, 스위트아몬드오일, 달맞이꽃오일, 포도씨오일, 로즈힙열매오일, 동백나무씨오일, 아이소프로필미리스테이트, 아데노신, 나이아신아마이드, 소듐시트레이트, 시트릭애씨드, 벤질알코올, 페녹시에탄올, 카프릴릴글라이콜, 리모넨, 리날룰, 제라니올, 시트로넬올, 벤질벤조에이트, 벤질살리실레이트, 헥실신나밀, 쿠마린, 유제놀, 파네솔, 하이드록시시트로넬알, 알파-아이소메틸아이오논, 아밀신나밀알코올, 베타-카로틴, 레드40, 옐로우5, 블루1, 적색산화철, 황색산화철, 흑색산화철, 티타늄디옥사이드, 마이카, 실리카, 하이드로제네이티드폴리아이소부텐, 폴리글리세릴-10스테아레이트, 글리세릴카프릴레이트, 코코-글루코사이드, 자일리톨, 무수자일리톨, 에리스리톨, 트레할로스, 아세틸헥사펩타이드-8, 팔미토일트라이펩타이드-1, 팔미토일테트라펩타이드-7, 이페지, 소듐피씨에이, 우레아, 하이드롤라이즈드글라이코사미노글라이칸, 소듐락테이트, 젖산, 아르지닌, 세린, 글라이신, 글루타믹애씨드, 알라닌, 라이신에이치씨엘, 트레오닌, 프롤린, 꿀추출물, 프로폴리스추출물, 로열젤리추출물 (끝) <box>10 1031 505 1088</box>
